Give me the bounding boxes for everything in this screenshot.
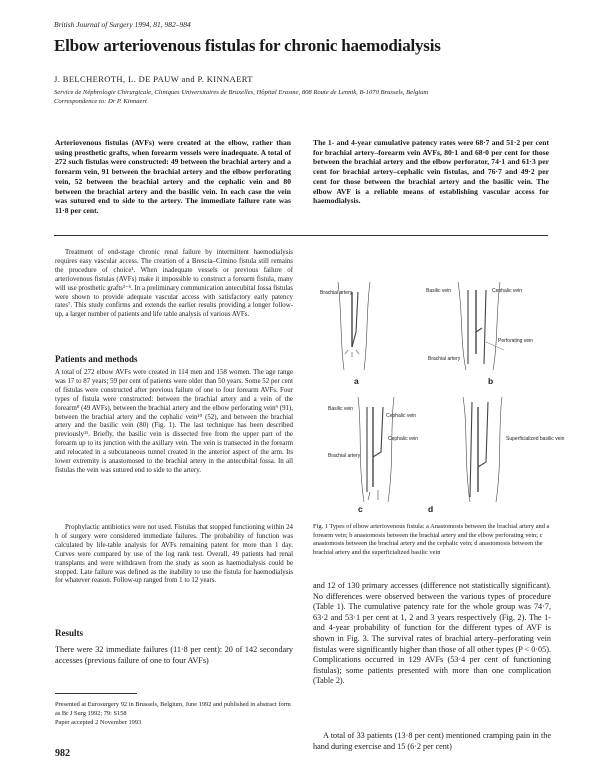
- abstract-divider: [54, 235, 548, 236]
- results-continued: and 12 of 130 primary accesses (difference not statistically significant). No differences were observed between the various types of procedure (Table 1). The cumulative patency rate for the whole group was 74·7, 63·2 and 53·1 per cent at 1, 2 and 3 years respectively (Fig. 2). The 1- and 4-year probability of function for the different types of AVF is shown in Fig. 3. The survival rates of brachial artery–perforating vein fistulas were significantly higher than those of all other types (P < 0·05). Complications occurred in 129 AVFs (53·4 per cent of functioning fistulas); some patients presented with more than one complication (Table 2).: [313, 581, 551, 686]
- results-paragraph-1: There were 32 immediate failures (11·8 per cent): 20 of 142 secondary accesses (previous failure of one to four AVFs): [55, 645, 293, 665]
- label-cephalic-vein-c1: Cephalic vein: [386, 413, 417, 419]
- label-basilic-vein-b: Basilic vein: [426, 288, 452, 294]
- vein-a: [352, 292, 358, 347]
- footnote-presented: Presented at Eurosurgery 92 in Brussels, Belgium, June 1992 and published in abstract form as Br J Surg 1992; 79: S158: [55, 701, 291, 718]
- panel-label-c: c: [358, 504, 363, 514]
- footnote-rule: [55, 693, 137, 694]
- affiliation: Service de Néphrologie Chirurgicale, Cliniques Universitaires de Bruxelles, Hôpital Erasme, 808 Route de Lennik, B-1070 Brussels, Belgium: [54, 89, 429, 96]
- panel-label-b: b: [488, 376, 494, 386]
- footnote-accepted: Paper accepted 2 November 1993: [55, 719, 142, 727]
- article-title: Elbow arteriovenous fistulas for chronic haemodialysis: [54, 36, 441, 55]
- affiliation-block: [54, 88, 554, 106]
- page-number: 982: [55, 748, 70, 759]
- figure-caption: Fig. 1 Types of elbow arteriovenous fistula: a Anastomosis between the brachial artery and a forearm vein; b anastomosis between the brachial artery and the elbow perforating vein; c anastomosis between the brachial artery and the cephalic vein; d anastomosis between the brachial artery and the superficialized basilic vein: [313, 523, 550, 556]
- introduction: Treatment of end-stage chronic renal failure by intermittent haemodialysis requires easy vascular access. The creation of a Brescia–Cimino fistula still remains the procedure of choice¹. When inadequate vessels or previous failure of arteriovenous fistulas (AVFs) make it impossible to construct a forearm fistula, many will use prosthetic grafts²⁻⁶. In a preliminary communication antecubital fossa fistulas were shown to provide adequate vascular access with satisfactory early patency rates⁷. This study confirms and extends the earlier results providing a longer follow-up, a larger number of patients and life table analysis of various AVFs.: [55, 249, 293, 319]
- label-cephalic-vein-c2: Cephalic vein: [388, 436, 419, 442]
- figure-1: [318, 272, 565, 517]
- label-basilic-vein-c: Basilic vein: [328, 406, 354, 412]
- label-cephalic-vein-b: Cephalic vein: [492, 288, 523, 294]
- journal-citation: British Journal of Surgery 1994, 81, 982–984: [54, 20, 191, 29]
- label-perforating-vein-b: Perforating vein: [498, 338, 534, 344]
- label-brachial-artery-b: Brachial artery: [428, 356, 461, 362]
- footnote: [55, 700, 293, 728]
- authors: J. BELCHEROTH, L. DE PAUW and P. KINNAERT: [54, 74, 253, 84]
- methods-heading: Patients and methods: [55, 354, 138, 364]
- abstract-right: The 1- and 4-year cumulative patency rates were 68·7 and 51·2 per cent for brachial artery–forearm vein AVFs, 80·1 and 68·0 per cent for those between the brachial artery and the elbow perforator, 74·1 and 61·3 per cent for brachial artery–cephalic vein fistulas, and 76·7 and 49·2 per cent for those between the brachial artery and the basilic vein. The elbow AVF is a reliable means of establishing vascular access for haemodialysis.: [313, 138, 549, 206]
- results-heading: Results: [55, 628, 84, 638]
- methods-paragraph-1: A total of 272 elbow AVFs were created in 114 men and 158 women. The age range was 17 to 87 years; 59 per cent of patients were older than 50 years. Some 52 per cent of fistulas were constructed after previous failure of one to four forearm AVFs. Four types of fistula were constructed: between the brachial artery and a vein of the forearm⁸ (49 AVFs), between the brachial artery and the elbow perforating vein⁹ (91), between the brachial artery and the cephalic vein¹⁰ (52), and between the brachial artery and the basilic vein (80) (Fig. 1). The last technique has been described previously¹¹. Briefly, the basilic vein is dissected free from the upper part of the forearm up to its junction with the axillary vein. The vein is transected in the forearm and relocated in a subcutaneous tunnel created in the anterior aspect of the arm. Its lower extremity is anastomosed to the brachial artery in the antecubital fossa. In all fistulas the vein was sutured end to side to the artery.: [55, 369, 293, 474]
- panel-label-a: a: [354, 376, 359, 386]
- label-brachial-artery-c: Brachial artery: [328, 453, 361, 459]
- label-superficialized-basilic-vein-d: Superficialized basilic vein: [506, 436, 565, 442]
- arm-vessel-diagram: [318, 272, 565, 517]
- correspondence: Correspondence to: Dr P. Kinnaert: [54, 98, 147, 105]
- abstract-left: Arteriovenous fistulas (AVFs) were created at the elbow, rather than using prosthetic grafts, when forearm vessels were inadequate. A total of 272 such fistulas were constructed: 49 between the brachial artery and a forearm vein, 91 between the brachial artery and the elbow perforating vein, 52 between the brachial artery and the cephalic vein and 80 between the brachial artery and the basilic vein. In each case the vein was sutured end to side to the artery. The immediate failure rate was 11·8 per cent.: [55, 138, 291, 215]
- label-brachial-artery-a: Brachial artery: [320, 290, 353, 296]
- methods-paragraph-2: Prophylactic antibiotics were not used. Fistulas that stopped functioning within 24 h of surgery were considered immediate failures. The probability of function was calculated by life-table analysis for AVFs remaining patent for more than 1 day. Curves were compared by use of the log rank test. Overall, 49 patients had renal transplants and were withdrawn from the study as soon as haemodialysis could be stopped. Late failure was defined as the inability to use the fistula for haemodialysis for whatever reason. Follow-up ranged from 1 to 12 years.: [55, 524, 293, 585]
- results-paragraph-2: A total of 33 patients (13·8 per cent) mentioned cramping pain in the hand during exercise and 15 (6·2 per cent): [313, 731, 551, 751]
- panel-label-d: d: [428, 504, 434, 514]
